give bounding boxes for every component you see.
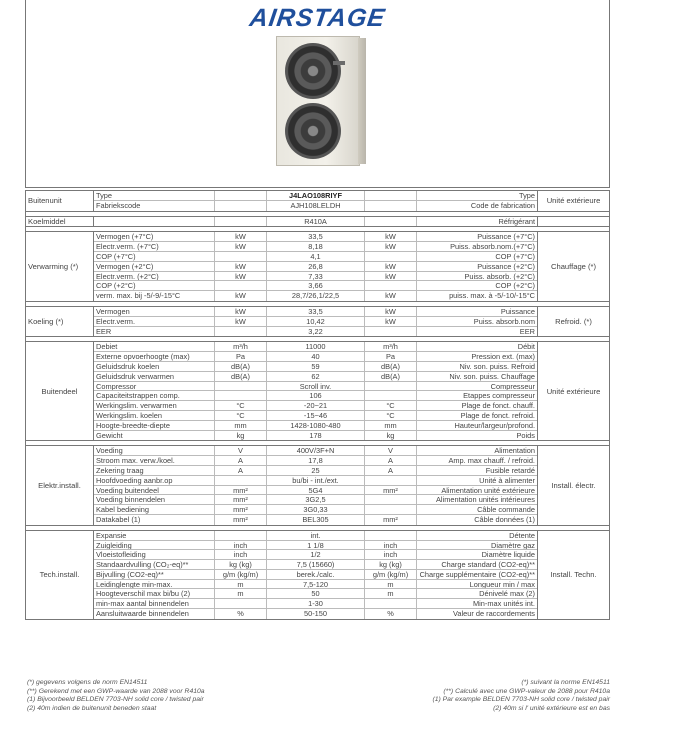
unit-fr <box>365 382 417 391</box>
spec-table <box>25 190 610 620</box>
property-nl: Werkingslim. koelen <box>94 411 215 420</box>
group-rows <box>94 217 537 227</box>
value: 8,18 <box>267 242 365 251</box>
unit-nl: kW <box>215 262 267 271</box>
spec-row <box>94 391 537 401</box>
value: 40 <box>267 352 365 361</box>
property-fr: Puiss. absorb.nom <box>473 316 535 326</box>
property-fr: Niv. son. puiss. Refroid <box>459 361 535 371</box>
group-rows <box>94 307 537 336</box>
unit-fr: dB(A) <box>365 362 417 371</box>
spec-group <box>26 216 609 228</box>
value: 3,66 <box>267 281 365 290</box>
value: bu/bi - int./ext. <box>267 476 365 485</box>
property-fr: Charge supplémentaire (CO2-eq)** <box>419 569 535 579</box>
spec-group <box>26 231 609 302</box>
unit-fr: dB(A) <box>365 372 417 381</box>
value: 1-30 <box>267 599 365 608</box>
property-fr: Type <box>518 191 535 200</box>
unit-nl: mm² <box>215 495 267 504</box>
spec-row <box>94 495 537 505</box>
unit-nl <box>215 599 267 608</box>
unit-nl: A <box>215 466 267 475</box>
property-fr: Puissance (+7°C) <box>477 232 535 242</box>
value: berek./calc. <box>267 570 365 579</box>
unit-side-panel <box>358 38 366 164</box>
property-nl: Fabriekscode <box>94 201 215 211</box>
header-frame <box>25 0 610 188</box>
value: 25 <box>267 466 365 475</box>
group-label-fr <box>537 217 609 227</box>
unit-fr <box>365 327 417 337</box>
group-label-nl: Koeling (*) <box>26 307 94 336</box>
property-nl <box>94 217 215 227</box>
unit-nl: kW <box>215 242 267 251</box>
unit-fr: kg (kg) <box>365 560 417 569</box>
group-label-fr: Chauffage (*) <box>537 232 609 301</box>
property-nl: Capaciteitstrappen comp. <box>94 391 215 400</box>
brand-logo: AIRSTAGE <box>247 4 388 32</box>
spec-group <box>26 191 609 212</box>
spec-group <box>26 341 609 441</box>
unit-fr <box>365 252 417 261</box>
value: 33,5 <box>267 232 365 241</box>
value: 59 <box>267 362 365 371</box>
property-nl: Leidinglengte min-max. <box>94 580 215 589</box>
property-fr: Puissance <box>500 306 535 316</box>
property-fr: Puiss. absorb.nom.(+7°C) <box>450 242 535 251</box>
unit-fr: kW <box>365 291 417 301</box>
group-label-nl: Buitendeel <box>26 342 94 440</box>
value: R410A <box>267 217 365 227</box>
property-nl: Voeding binnendelen <box>94 495 215 504</box>
unit-nl: mm² <box>215 515 267 525</box>
property-nl: Hoofdvoeding aanbr.op <box>94 476 215 485</box>
unit-nl: dB(A) <box>215 372 267 381</box>
property-nl: Kabel bediening <box>94 505 215 514</box>
property-fr: Réfrigérant <box>498 216 535 226</box>
unit-nl: °C <box>215 411 267 420</box>
unit-fr <box>365 476 417 485</box>
unit-nl: inch <box>215 541 267 550</box>
unit-fr: A <box>365 466 417 475</box>
unit-fr <box>365 201 417 211</box>
property-fr: Câble commande <box>477 505 535 514</box>
spec-row <box>94 201 537 211</box>
property-fr: Détente <box>509 530 535 540</box>
value: 10,42 <box>267 317 365 326</box>
value: J4LAO108RIYF <box>267 191 365 200</box>
unit-nl: mm² <box>215 505 267 514</box>
spec-row <box>94 505 537 515</box>
value: 7,5 (15660) <box>267 560 365 569</box>
footnote-fr: (**) Calculé avec une GWP-valeur de 2088 pour R410a <box>443 687 610 695</box>
unit-nl: kg (kg) <box>215 560 267 569</box>
unit-fr: A <box>365 456 417 465</box>
spec-row <box>94 515 537 525</box>
value: Scroll inv. <box>267 382 365 391</box>
property-nl: Externe opvoerhoogte (max) <box>94 352 215 361</box>
unit-nl <box>215 191 267 200</box>
unit-fr <box>365 599 417 608</box>
property-fr: Longueur min / max <box>469 579 535 589</box>
group-label-fr: Refroid. (*) <box>537 307 609 336</box>
property-fr: Dénivelé max (2) <box>479 589 535 599</box>
unit-fr <box>365 495 417 504</box>
unit-nl: m <box>215 589 267 598</box>
property-fr: Alimentation <box>494 446 535 456</box>
spec-row <box>94 446 537 456</box>
unit-fr: mm² <box>365 515 417 525</box>
property-nl: Bijvulling (CO2-eq)** <box>94 570 215 579</box>
property-fr: EER <box>519 326 535 336</box>
property-nl: Electr.verm. (+7°C) <box>94 242 215 251</box>
group-rows <box>94 191 537 211</box>
property-fr: Plage de fonct. chauff. <box>461 401 535 410</box>
unit-fr: °C <box>365 401 417 410</box>
unit-nl: mm² <box>215 486 267 495</box>
property-fr: Min-max unités int. <box>472 599 535 609</box>
property-nl: Vermogen (+7°C) <box>94 232 215 241</box>
spec-row <box>94 541 537 551</box>
group-label-nl: Buitenunit <box>26 191 94 211</box>
value: 3,22 <box>267 327 365 337</box>
spec-row <box>94 466 537 476</box>
unit-casing <box>276 36 360 166</box>
property-fr: Etappes compresseur <box>463 391 535 401</box>
property-fr: Compresseur <box>490 381 535 391</box>
unit-fr: mm <box>365 421 417 430</box>
value: 28,7/26,1/22,5 <box>267 291 365 301</box>
footnotes <box>27 679 610 713</box>
spec-row <box>94 317 537 327</box>
spec-row <box>94 362 537 372</box>
spec-row <box>94 191 537 201</box>
unit-nl: dB(A) <box>215 362 267 371</box>
spec-row <box>94 291 537 301</box>
unit-nl: mm <box>215 421 267 430</box>
fan-icon <box>285 43 341 99</box>
property-nl: Gewicht <box>94 431 215 441</box>
unit-nl: kW <box>215 232 267 241</box>
property-fr: Poids <box>516 430 535 440</box>
spec-row <box>94 599 537 609</box>
spec-row <box>94 372 537 382</box>
value: 7,5-120 <box>267 580 365 589</box>
spec-row <box>94 580 537 590</box>
property-nl: Vermogen (+2°C) <box>94 262 215 271</box>
unit-nl <box>215 382 267 391</box>
value: 26,8 <box>267 262 365 271</box>
unit-nl <box>215 217 267 227</box>
value: 11000 <box>267 342 365 351</box>
unit-nl: Pa <box>215 352 267 361</box>
property-nl: Werkingslim. verwarmen <box>94 401 215 410</box>
value: int. <box>267 531 365 540</box>
property-nl: verm. max. bij -5/-9/-15°C <box>94 291 215 301</box>
value: 17,8 <box>267 456 365 465</box>
spec-row <box>94 262 537 272</box>
unit-fr: inch <box>365 541 417 550</box>
unit-fr <box>365 281 417 290</box>
spec-row <box>94 307 537 317</box>
property-fr: Amp. max chauff. / refroid. <box>448 456 535 465</box>
property-nl: Electr.verm. (+2°C) <box>94 272 215 281</box>
group-rows <box>94 446 537 524</box>
unit-fr: m³/h <box>365 342 417 351</box>
spec-row <box>94 560 537 570</box>
unit-fr: kW <box>365 242 417 251</box>
property-nl: Electr.verm. <box>94 317 215 326</box>
property-fr: Alimentation unités intérieures <box>435 495 535 505</box>
footnote-nl: (*) gegevens volgens de norm EN14511 <box>27 679 148 686</box>
unit-fr <box>365 191 417 200</box>
value: 50-150 <box>267 609 365 619</box>
property-nl: Hoogte-breedte-diepte <box>94 421 215 430</box>
unit-nl: g/m (kg/m) <box>215 570 267 579</box>
unit-fr: kW <box>365 307 417 316</box>
unit-fr: mm² <box>365 486 417 495</box>
spec-row <box>94 411 537 421</box>
footnote-row <box>27 705 610 714</box>
unit-fr <box>365 531 417 540</box>
footnote-nl: (1) Bijvoorbeeld BELDEN 7703-NH solid core / twisted pair <box>27 696 204 704</box>
property-nl: Expansie <box>94 531 215 540</box>
value: 1428-1080-480 <box>267 421 365 430</box>
unit-fr: m <box>365 580 417 589</box>
property-fr: Unité à alimenter <box>479 475 535 485</box>
unit-nl <box>215 391 267 400</box>
spec-row <box>94 550 537 560</box>
unit-fr: kW <box>365 272 417 281</box>
property-nl: Vloeistofleiding <box>94 550 215 559</box>
footnote-fr: (*) suivant la norme EN14511 <box>521 679 610 686</box>
group-label-nl: Tech.install. <box>26 531 94 619</box>
group-label-fr: Unité extérieure <box>537 342 609 440</box>
unit-fr: V <box>365 446 417 455</box>
value: -15~46 <box>267 411 365 420</box>
spec-row <box>94 382 537 392</box>
property-nl: EER <box>94 327 215 337</box>
property-nl: min-max aantal binnendelen <box>94 599 215 608</box>
footnote-row <box>27 696 610 705</box>
unit-nl <box>215 201 267 211</box>
unit-fr <box>365 391 417 400</box>
spec-row <box>94 272 537 282</box>
unit-nl <box>215 531 267 540</box>
footnote-fr: (2) 40m si l' unité extérieure est en bas <box>493 704 610 712</box>
property-nl: Zekering traag <box>94 466 215 475</box>
fan-icon <box>285 103 341 159</box>
spec-row <box>94 342 537 352</box>
property-nl: Geluidsdruk koelen <box>94 362 215 371</box>
unit-fr <box>365 505 417 514</box>
unit-fr: g/m (kg/m) <box>365 570 417 579</box>
spec-row <box>94 589 537 599</box>
outdoor-unit-image <box>276 36 366 170</box>
group-label-fr: Unité extérieure <box>537 191 609 211</box>
property-nl: Voeding buitendeel <box>94 486 215 495</box>
unit-nl: kg <box>215 431 267 441</box>
unit-nl: kW <box>215 272 267 281</box>
unit-nl: kW <box>215 307 267 316</box>
group-label-nl: Elektr.install. <box>26 446 94 524</box>
spec-row <box>94 401 537 411</box>
property-fr: Fusible retardé <box>485 465 535 475</box>
unit-nl <box>215 476 267 485</box>
unit-nl: % <box>215 609 267 619</box>
spec-group <box>26 306 609 337</box>
spec-row <box>94 232 537 242</box>
value: 1/2 <box>267 550 365 559</box>
property-fr: Valeur de raccordements <box>452 609 535 619</box>
value: 50 <box>267 589 365 598</box>
property-fr: Diamètre gaz <box>491 540 535 550</box>
value: 178 <box>267 431 365 441</box>
unit-fr <box>365 217 417 227</box>
unit-nl <box>215 252 267 261</box>
unit-nl: m³/h <box>215 342 267 351</box>
group-label-fr: Install. électr. <box>537 446 609 524</box>
unit-fr: % <box>365 609 417 619</box>
spec-row <box>94 456 537 466</box>
unit-nl: V <box>215 446 267 455</box>
value: -20~21 <box>267 401 365 410</box>
unit-nl: inch <box>215 550 267 559</box>
spec-row <box>94 281 537 291</box>
property-fr: Puissance (+2°C) <box>477 261 535 271</box>
property-fr: COP (+7°C) <box>495 251 535 261</box>
property-nl: Standaardvulling (CO₂-eq)** <box>94 560 215 569</box>
property-nl: Debiet <box>94 342 215 351</box>
unit-fr: Pa <box>365 352 417 361</box>
property-fr: Câble données (1) <box>474 514 535 524</box>
property-fr: COP (+2°C) <box>495 281 535 291</box>
property-nl: COP (+2°C) <box>94 281 215 290</box>
spec-row <box>94 352 537 362</box>
property-nl: Compressor <box>94 382 215 391</box>
spec-group <box>26 530 609 619</box>
property-fr: Hauteur/largeur/profond. <box>454 420 535 430</box>
property-nl: Datakabel (1) <box>94 515 215 525</box>
unit-nl <box>215 327 267 337</box>
spec-row <box>94 486 537 496</box>
value: 400V/3F+N <box>267 446 365 455</box>
unit-nl: A <box>215 456 267 465</box>
property-fr: Niv. son. puiss. Chauffage <box>449 371 535 381</box>
footnote-nl: (2) 40m indien de buitenunit beneden staat <box>27 704 157 712</box>
value: 4,1 <box>267 252 365 261</box>
property-fr: Plage de fonct. refroid. <box>460 410 535 420</box>
footnote-row <box>27 679 610 688</box>
spec-row <box>94 609 537 619</box>
spec-row <box>94 217 537 227</box>
unit-nl: °C <box>215 401 267 410</box>
value: BEL305 <box>267 515 365 525</box>
value: AJH108LELDH <box>267 201 365 211</box>
property-fr: Diamètre liquide <box>481 550 535 560</box>
property-nl: Zuigleiding <box>94 541 215 550</box>
footnote-nl: (**) Gerekend met een GWP-waarde van 2088 voor R410a <box>27 687 205 695</box>
spec-group <box>26 445 609 525</box>
property-nl: Voeding <box>94 446 215 455</box>
spec-row <box>94 421 537 431</box>
spec-row <box>94 476 537 486</box>
group-rows <box>94 232 537 301</box>
property-nl: Type <box>94 191 215 200</box>
property-fr: Débit <box>517 342 535 352</box>
value: 7,33 <box>267 272 365 281</box>
unit-nl: kW <box>215 317 267 326</box>
property-nl: Geluidsdruk verwarmen <box>94 372 215 381</box>
property-fr: Puiss. absorb. (+2°C) <box>464 271 535 281</box>
property-fr: Charge standard (CO2-eq)** <box>441 560 535 569</box>
value: 3G2,5 <box>267 495 365 504</box>
spec-row <box>94 242 537 252</box>
footnote-row <box>27 688 610 697</box>
unit-fr: inch <box>365 550 417 559</box>
value: 3G0,33 <box>267 505 365 514</box>
group-label-nl: Koelmiddel <box>26 217 94 227</box>
spec-row <box>94 327 537 337</box>
unit-nl: m <box>215 580 267 589</box>
unit-fr: kg <box>365 431 417 441</box>
unit-fr: °C <box>365 411 417 420</box>
unit-nl <box>215 281 267 290</box>
group-label-nl: Verwarming (*) <box>26 232 94 301</box>
property-fr: puiss. max. à -5/-10/-15°C <box>449 291 535 301</box>
property-nl: Hoogteverschil max bi/bu (2) <box>94 589 215 598</box>
property-nl: Stroom max. verw./koel. <box>94 456 215 465</box>
unit-nl: kW <box>215 291 267 301</box>
unit-fr: kW <box>365 262 417 271</box>
spec-row <box>94 252 537 262</box>
group-rows <box>94 342 537 440</box>
group-rows <box>94 531 537 619</box>
spec-row <box>94 431 537 441</box>
property-fr: Pression ext. (max) <box>471 352 535 361</box>
property-fr: Code de fabrication <box>470 200 535 210</box>
group-label-fr: Install. Techn. <box>537 531 609 619</box>
value: 33,5 <box>267 307 365 316</box>
property-nl: Aansluitwaarde binnendelen <box>94 609 215 619</box>
property-nl: Vermogen <box>94 307 215 316</box>
property-nl: COP (+7°C) <box>94 252 215 261</box>
value: 106 <box>267 391 365 400</box>
value: 1 1/8 <box>267 541 365 550</box>
spec-row <box>94 570 537 580</box>
value: 5G4 <box>267 486 365 495</box>
unit-fr: m <box>365 589 417 598</box>
unit-fr: kW <box>365 317 417 326</box>
unit-badge <box>333 61 345 65</box>
value: 62 <box>267 372 365 381</box>
footnote-fr: (1) Par example BELDEN 7703-NH solid core / twisted pair <box>432 696 610 704</box>
spec-row <box>94 531 537 541</box>
property-fr: Alimentation unité extérieure <box>441 485 535 495</box>
unit-fr: kW <box>365 232 417 241</box>
